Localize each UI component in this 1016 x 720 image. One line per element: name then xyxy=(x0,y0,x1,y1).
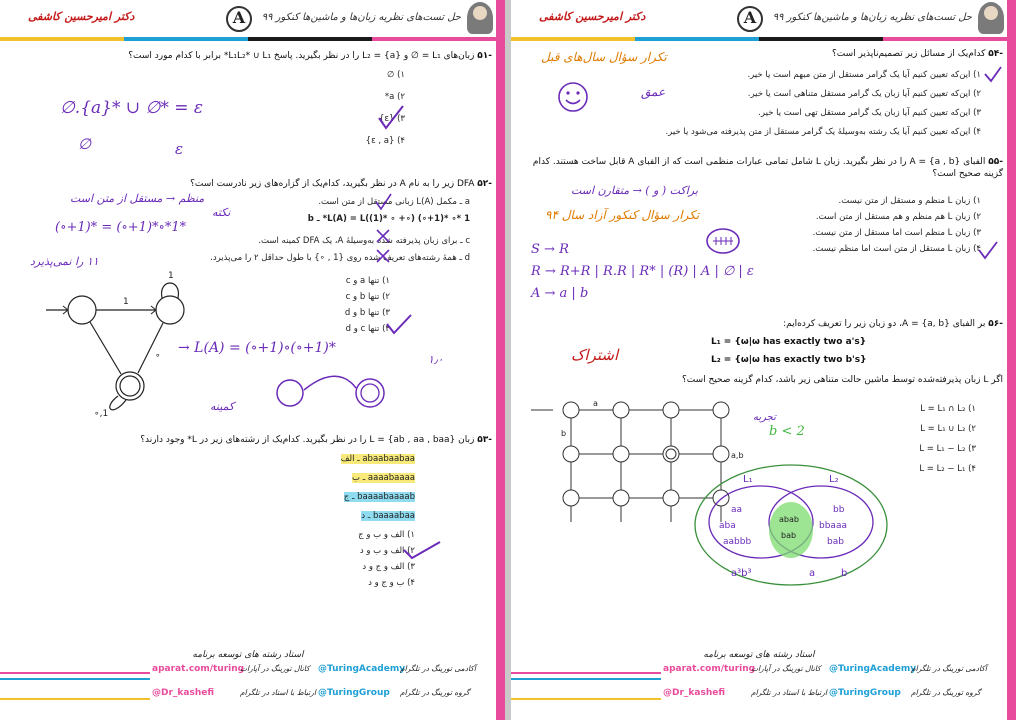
question-number: -۵۴ xyxy=(988,49,1003,59)
string-value: aaaabaaaa ـ ب xyxy=(352,473,415,483)
option-2: ۲) الف و ب و د xyxy=(359,546,415,556)
answer-marks xyxy=(374,190,394,270)
telegram-group-link[interactable]: @TuringGroup xyxy=(318,688,390,698)
question-56 xyxy=(531,318,1003,330)
set-label: L₁ xyxy=(743,474,753,485)
question-text: اگر L زبان پذیرفته‌شده توسط ماشین حالت متناهی زیر باشد، کدام گزینه صحیح است؟ xyxy=(682,375,1003,385)
option-3: ۳) این‌که تعیین کنیم آیا زبان یک گرامر مستقل تهی است یا خیر. xyxy=(758,108,981,118)
string-value: baaaabaaaab ـ ج xyxy=(343,492,415,502)
academy-label: آکادمی تورینگ در تلگرام xyxy=(400,664,476,673)
academy-label: آکادمی تورینگ در تلگرام xyxy=(911,664,987,673)
right-page xyxy=(511,0,1016,720)
telegram-group-link[interactable]: @TuringGroup xyxy=(829,688,901,698)
telegram-contact-link[interactable]: @Dr_kashefi xyxy=(152,688,215,698)
option-1: ۱) زبان L منظم و مستقل از متن نیست. xyxy=(838,196,981,206)
checkmark-icon xyxy=(983,66,1003,84)
option-4: ۴) ب و ج و د xyxy=(368,578,415,588)
venn-word: bab xyxy=(827,537,844,547)
string-value: baaaabaa ـ د xyxy=(361,511,415,521)
turing-logo-icon: A xyxy=(737,6,763,32)
question-text: DFA زیر را به نام A در نظر بگیرید، کدام‌یک از گزاره‌های زیر نادرست است؟ xyxy=(190,179,475,189)
aparat-link[interactable]: aparat.com/turing xyxy=(663,664,756,674)
string-value: abaabaabaa ـ الف xyxy=(340,454,415,464)
page-footer xyxy=(0,650,496,720)
handwritten-note: (∘+1)* = (∘+1)*∘*1* xyxy=(55,220,187,235)
option-2: ۲) L = L₁ ∪ L₂ xyxy=(920,424,976,434)
statement-b: L(A) = L((1)* ∘ +∘) (∘+1)* ∘* 1* ـ b xyxy=(307,214,470,224)
group-label: گروه تورینگ در تلگرام xyxy=(911,688,981,697)
venn-word: aba xyxy=(719,521,736,531)
venn-word: a xyxy=(809,568,816,579)
option-4: ۴) تنها c و d xyxy=(345,324,390,334)
question-text: بر الفبای A = {a, b}، دو زبان زیر را تعریف کرده‌ایم: xyxy=(783,319,986,329)
edge-label: a xyxy=(593,399,598,408)
option-2: ۲) a* xyxy=(384,92,405,102)
aparat-label: کانال تورینگ در آپارات xyxy=(751,664,821,673)
page-edge-bar xyxy=(496,0,505,720)
option-1: ۱) ∅ xyxy=(386,70,405,80)
contact-label: ارتباط با استاد در تلگرام xyxy=(240,688,316,697)
aparat-label: کانال تورینگ در آپارات xyxy=(240,664,310,673)
grammar-rule: S → R xyxy=(531,242,569,257)
question-text: الفبای A = {a , b} را در نظر بگیرید. زبان L شامل تمامی عبارات منظمی است که از الفبای A قابل ساخت هستند. کدام گزینه صحیح است؟ xyxy=(532,157,1003,180)
option-2: ۲) این‌که تعیین کنیم آیا زبان یک گرامر مستقل متناهی است یا خیر. xyxy=(747,89,981,99)
question-55 xyxy=(531,156,1003,180)
string-option xyxy=(344,492,415,502)
handwritten-note: منظم → مستقل از متن است xyxy=(70,192,205,205)
string-option xyxy=(341,454,415,464)
option-2: ۲) تنها b و c xyxy=(345,292,390,302)
edge-label: ∘ xyxy=(155,351,161,361)
author-name: دکتر امیرحسین کاشفی xyxy=(28,10,135,23)
course-title: حل تست‌های نظریه زبان‌ها و ماشین‌ها کنکور ۹۹ xyxy=(261,12,461,23)
venn-word: bbaaa xyxy=(819,521,847,531)
handwritten-note: ۱٫۰ xyxy=(428,353,444,366)
definition-l2: L₂ = {ω|ω has exactly two b's} xyxy=(711,355,867,365)
checkmark-icon xyxy=(977,240,999,262)
checkmark-icon xyxy=(375,104,405,134)
question-number: -۵۲ xyxy=(477,179,492,189)
question-51 xyxy=(20,50,492,62)
venn-word: abab xyxy=(779,515,799,524)
edge-label: ∘,1 xyxy=(94,409,109,419)
handwritten-note: تجربه xyxy=(753,412,776,423)
definition-l1: L₁ = {ω|ω has exactly two a's} xyxy=(711,337,867,347)
handwritten-note: تکرار سؤال کنکور آزاد سال ۹۴ xyxy=(545,208,700,222)
author-portrait-icon xyxy=(978,2,1004,34)
question-number: -۵۵ xyxy=(988,157,1003,167)
option-4: ۴) این‌که تعیین کنیم آیا یک رشته به‌وسیلهٔ یک گرامر مستقل از متن پذیرفته می‌شود یا خیر. xyxy=(665,127,981,137)
handwritten-note: تکرار سؤال سال‌های قبل xyxy=(541,50,667,64)
turing-logo-icon: A xyxy=(226,6,252,32)
footer-title: استاد رشته های توسعه برنامه xyxy=(192,650,304,660)
question-number: -۵۱ xyxy=(477,51,492,61)
header-stripes xyxy=(511,37,1007,42)
grammar-rule: A → a | b xyxy=(531,286,589,301)
handwritten-note: → L(A) = (∘+1)∘(∘+1)* xyxy=(178,340,336,356)
venn-word: a³b³ xyxy=(731,568,752,579)
option-4: ۴) {ε , a} xyxy=(365,136,405,146)
handwritten-note: ۱۱ را نمی‌پذیرد xyxy=(30,255,99,268)
author-portrait-icon xyxy=(467,2,493,34)
option-1: ۱) تنها a و c xyxy=(345,276,390,286)
statement-d: d ـ همهٔ رشته‌های تعریف شده روی {1 , ∘} با طول حداقل ۲ را می‌پذیرد. xyxy=(210,253,470,263)
checkmark-icon xyxy=(402,540,442,560)
edge-label: 1 xyxy=(168,271,174,281)
left-page xyxy=(0,0,505,720)
header-stripes xyxy=(0,37,496,42)
handwritten-dfa-sketch xyxy=(260,368,400,418)
handwritten-note: ∅ xyxy=(78,135,92,153)
option-3: ۳) زبان L منظم است اما مستقل از متن نیست. xyxy=(812,228,981,238)
shocked-face-icon xyxy=(705,226,741,256)
checkmark-icon xyxy=(385,314,415,336)
question-text: زبان‌های L₁ = ∅ و L₂ = {a} را در نظر بگیرید. پاسخ L₁L₂* ∪ L₁* برابر با کدام مورد است؟ xyxy=(128,51,475,61)
option-3: ۳) تنها b و d xyxy=(344,308,390,318)
venn-word: aa xyxy=(731,505,743,515)
string-option xyxy=(352,473,415,483)
venn-diagram xyxy=(691,460,891,590)
statement-a: a ـ مکمل L(A) زبانی مستقل از متن است. xyxy=(318,197,470,207)
venn-word: aabbb xyxy=(723,537,752,547)
telegram-contact-link[interactable]: @Dr_kashefi xyxy=(663,688,726,698)
string-option xyxy=(361,511,415,521)
footer-title: استاد رشته های توسعه برنامه xyxy=(703,650,815,660)
group-label: گروه تورینگ در تلگرام xyxy=(400,688,470,697)
option-1: ۱) الف و ب و ج xyxy=(358,530,415,540)
handwritten-note: عمق xyxy=(641,85,666,99)
option-3: ۳) الف و ج و د xyxy=(362,562,415,572)
edge-label: b xyxy=(561,429,567,438)
author-name: دکتر امیرحسین کاشفی xyxy=(539,10,646,23)
handwritten-note: اشتراک xyxy=(571,346,619,364)
smiley-face-icon xyxy=(556,80,590,114)
contact-label: ارتباط با استاد در تلگرام xyxy=(751,688,827,697)
question-text: زبان L = {ab , aa , baa} را در نظر بگیرید. کدام‌یک از رشته‌های زیر در L* وجود دارند؟ xyxy=(140,435,475,445)
option-4: ۴) زبان L مستقل از متن است اما منظم نیست. xyxy=(812,244,981,254)
course-title: حل تست‌های نظریه زبان‌ها و ماشین‌ها کنکور ۹۹ xyxy=(772,12,972,23)
page-footer xyxy=(511,650,1007,720)
question-text: کدام‌یک از مسائل زیر تصمیم‌ناپذیر است؟ xyxy=(832,49,986,59)
handwritten-note: ∅.{a}* ∪ ∅* = ε xyxy=(60,98,204,118)
option-3: ۳) {ε} xyxy=(378,114,405,124)
venn-word: b xyxy=(841,568,848,579)
handwritten-note: ε xyxy=(175,140,184,158)
question-number: -۵۳ xyxy=(477,435,492,445)
telegram-academy-link[interactable]: @TuringAcademy xyxy=(829,664,917,674)
option-4: ۴) L = L₂ − L₁ xyxy=(919,464,976,474)
venn-word: bb xyxy=(833,505,845,515)
set-label: L₂ xyxy=(829,474,839,485)
edge-label: 1 xyxy=(123,297,129,307)
statement-c: c ـ برای زبان پذیرفته شده به‌وسیلهٔ A، یک DFA کمینه است. xyxy=(258,236,470,246)
question-53 xyxy=(20,434,492,446)
handwritten-note: براکت ( و ) → متقارن است xyxy=(571,184,698,197)
page-header xyxy=(511,0,1016,38)
option-3: ۳) L = L₁ − L₂ xyxy=(919,444,976,454)
aparat-link[interactable]: aparat.com/turing xyxy=(152,664,245,674)
question-number: -۵۶ xyxy=(988,319,1003,329)
handwritten-note: کمینه xyxy=(210,400,235,413)
page-edge-bar xyxy=(1007,0,1016,720)
handwritten-note: نکته xyxy=(212,206,231,219)
option-1: ۱) این‌که تعیین کنیم آیا یک گرامر مستقل از متن مبهم است یا خیر. xyxy=(747,70,981,80)
page-header xyxy=(0,0,505,38)
edge-label: a,b xyxy=(731,451,744,460)
option-1: ۱) L = L₁ ∩ L₂ xyxy=(920,404,976,414)
venn-word: bab xyxy=(781,531,797,540)
telegram-academy-link[interactable]: @TuringAcademy xyxy=(318,664,406,674)
grammar-rule: R → R+R | R.R | R* | (R) | A | ∅ | ε xyxy=(531,264,754,279)
question-52 xyxy=(20,178,492,190)
handwritten-note: b < 2 xyxy=(769,424,805,439)
option-2: ۲) زبان L هم منظم و هم مستقل از متن است. xyxy=(815,212,981,222)
